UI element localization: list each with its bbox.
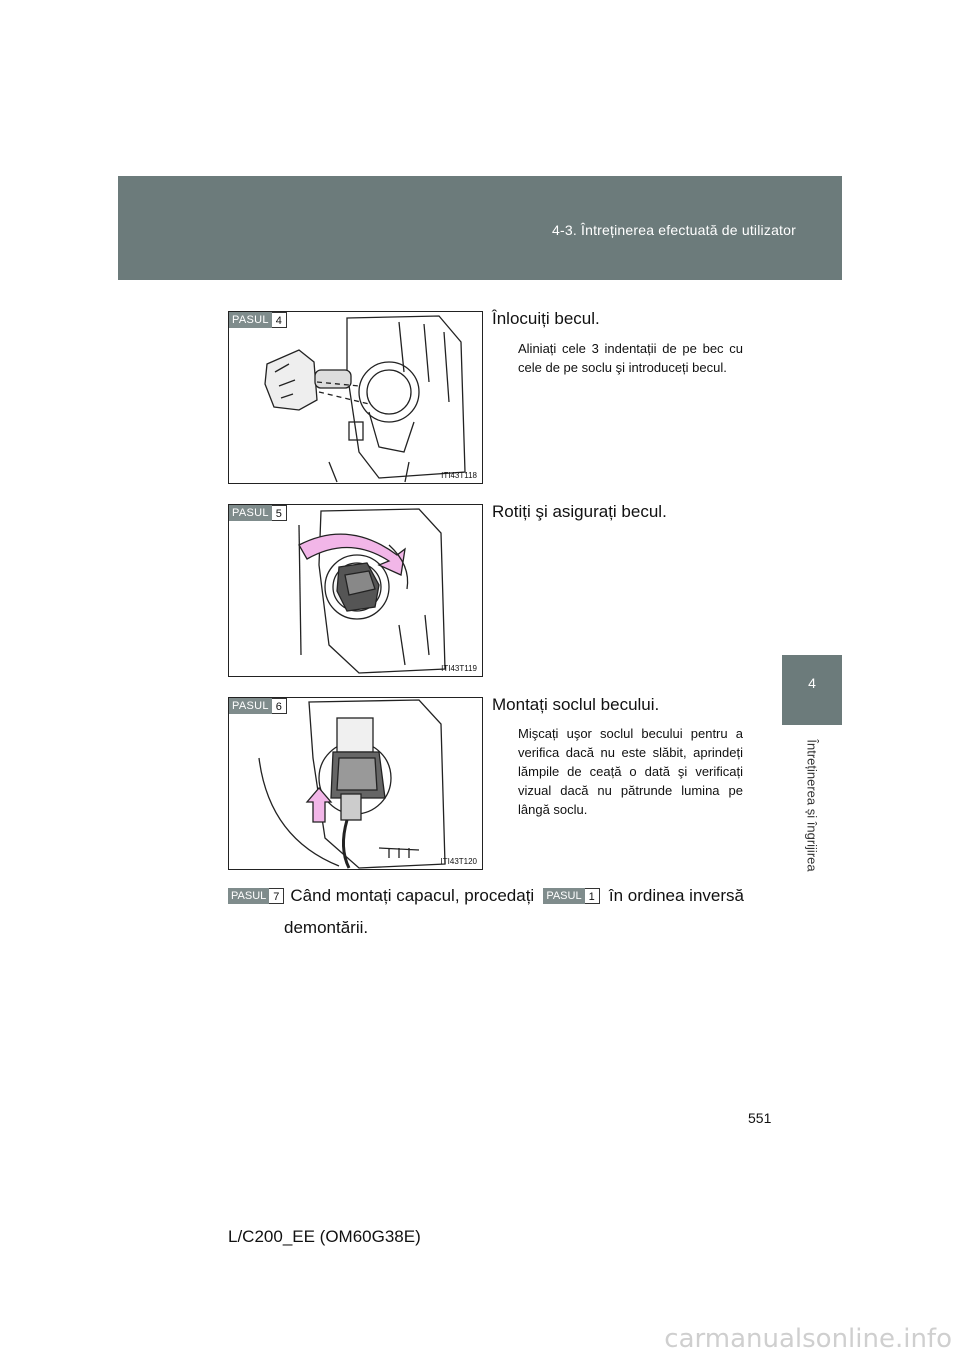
- chapter-tab-label-text: Întreținerea și îngrijirea: [804, 738, 820, 872]
- figure-step-5: [228, 504, 483, 677]
- step-6-description: Mişcați uşor soclul becului pentru a verifica dacă nu este slăbit, aprindeți lămpile de ceață o dată şi verificați vizual dacă nu pătrunde lumina pe lângă soclu.: [518, 726, 743, 817]
- watermark: carmanualsonline.info: [664, 1324, 952, 1354]
- document-code: L/C200_EE (OM60G38E): [228, 1227, 421, 1246]
- header-band: [118, 176, 842, 280]
- step-badge: [229, 698, 287, 714]
- step-badge-number: 4: [272, 312, 287, 328]
- step-badge-number: 7: [269, 888, 284, 904]
- step-7-text: [228, 880, 744, 944]
- figure-step-6: [228, 697, 483, 870]
- step-badge-number: 5: [272, 505, 287, 521]
- figure-code: ITI43T118: [441, 471, 477, 480]
- section-title: 4-3. Întreținerea efectuată de utilizator: [551, 222, 796, 238]
- step-7-sentence: [290, 880, 744, 912]
- bulb-insert-illustration: [229, 312, 483, 484]
- figure-code: ITI43T120: [440, 857, 477, 866]
- step-7-line-2: demontării.: [284, 918, 369, 937]
- step-ref-badge-label: PASUL: [543, 888, 584, 904]
- chapter-tab-number: 4: [782, 655, 842, 725]
- figure-code: ITI43T119: [441, 664, 477, 673]
- step-badge-label: PASUL: [229, 698, 272, 714]
- step-badge-label: PASUL: [228, 888, 269, 904]
- step-badge-label: PASUL: [229, 505, 272, 521]
- step-badge: [229, 312, 287, 328]
- step-badge: [229, 505, 287, 521]
- step-7-text-before: Când montați capacul, procedați: [290, 886, 535, 905]
- step-5-title: Rotiți şi asigurați becul.: [492, 502, 667, 521]
- step-badge: [228, 888, 284, 904]
- step-7-line-1: [228, 880, 744, 912]
- step-4-description: Aliniați cele 3 indentații de pe bec cu cele de pe soclu şi introduceți becul.: [518, 341, 743, 375]
- step-4-title: Înlocuiți becul.: [492, 309, 600, 328]
- step-badge-number: 6: [272, 698, 287, 714]
- step-ref-badge: [543, 888, 599, 904]
- socket-install-illustration: [229, 698, 483, 870]
- chapter-tab-label: [782, 725, 842, 885]
- step-badge-label: PASUL: [229, 312, 272, 328]
- bulb-rotate-illustration: [229, 505, 483, 677]
- step-7-text-after: în ordinea inversă: [608, 886, 744, 905]
- step-ref-badge-number: 1: [585, 888, 600, 904]
- figure-step-4: [228, 311, 483, 484]
- page-number: 551: [748, 1110, 772, 1126]
- step-6-title: Montați soclul becului.: [492, 695, 660, 714]
